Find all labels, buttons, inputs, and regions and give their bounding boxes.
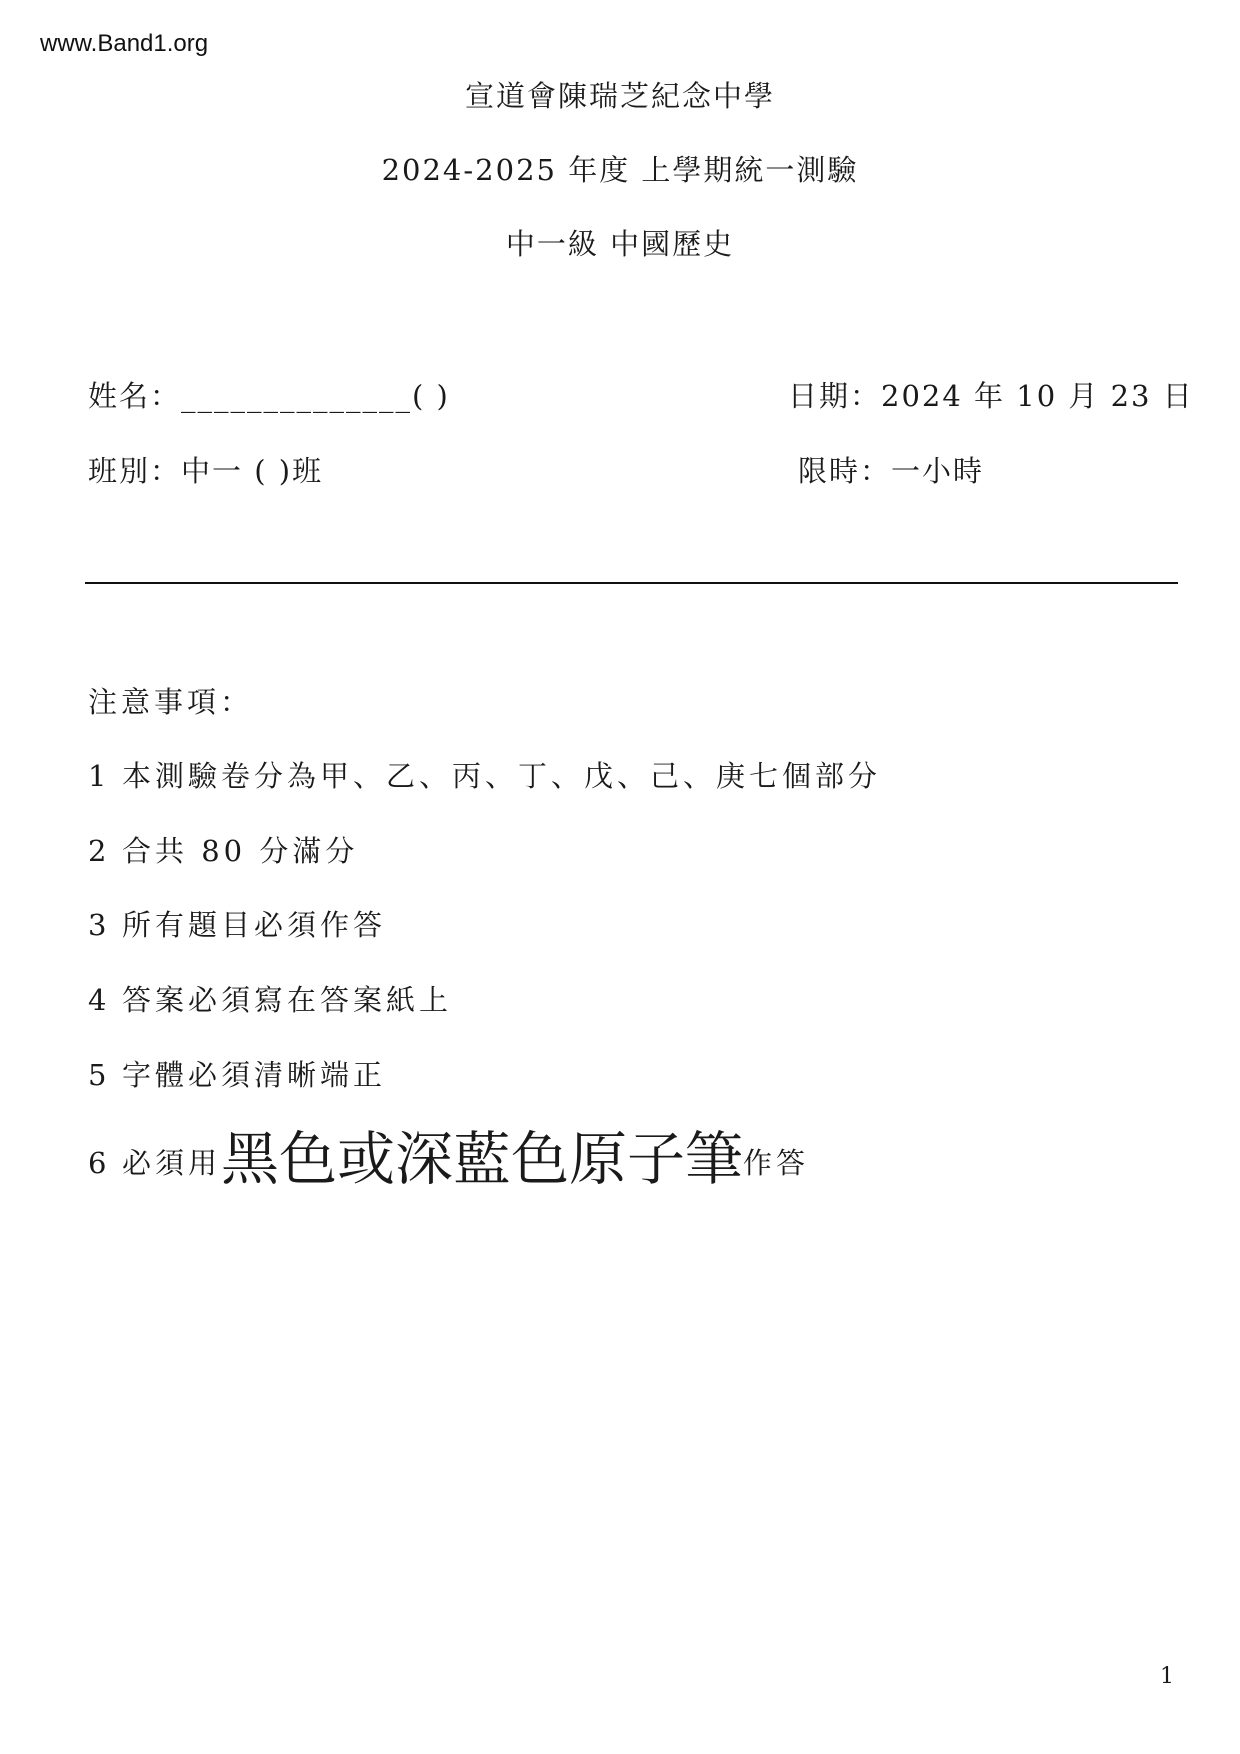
school-name: 宣道會陳瑞芝紀念中學 [464, 79, 775, 113]
note-text: 所有題目必須作答 [122, 908, 387, 942]
note-item [88, 903, 386, 944]
note-item [88, 829, 358, 870]
name-field: 姓名：______________( ) [88, 379, 450, 413]
note-number: 4 [88, 983, 111, 1017]
note-number: 1 [88, 759, 111, 793]
note-number: 5 [88, 1058, 111, 1092]
note-item [88, 978, 452, 1019]
note-text-before: 必須用 [122, 1146, 222, 1180]
note-text-after: 作答 [743, 1146, 810, 1180]
note-item [88, 1112, 809, 1196]
note-text: 答案必須寫在答案紙上 [122, 983, 453, 1017]
notes-title: 注意事項： [88, 685, 254, 719]
time-limit: 限時：一小時 [798, 454, 985, 488]
note-text-emphasis: 黑色或深藍色原子筆 [221, 1125, 744, 1193]
subject-title: 中一級 中國歷史 [505, 227, 735, 261]
exam-date: 日期：2024 年 10 月 23 日 [788, 379, 1194, 413]
note-item [88, 754, 881, 795]
note-text: 字體必須清晰端正 [122, 1058, 387, 1092]
note-item [88, 1053, 386, 1094]
page-number: 1 [1160, 1664, 1174, 1689]
note-number: 2 [88, 834, 111, 868]
note-text: 合共 80 分滿分 [122, 834, 359, 868]
watermark: www.Band1.org [40, 30, 209, 57]
note-number: 6 [88, 1146, 111, 1180]
note-text: 本測驗卷分為甲、乙、丙、丁、戊、己、庚七個部分 [122, 759, 882, 793]
class-field: 班別：中一 ( )班 [88, 454, 324, 488]
divider-line [85, 582, 1178, 584]
exam-title: 2024-2025 年度 上學期統一測驗 [381, 153, 859, 187]
note-number: 3 [88, 908, 111, 942]
